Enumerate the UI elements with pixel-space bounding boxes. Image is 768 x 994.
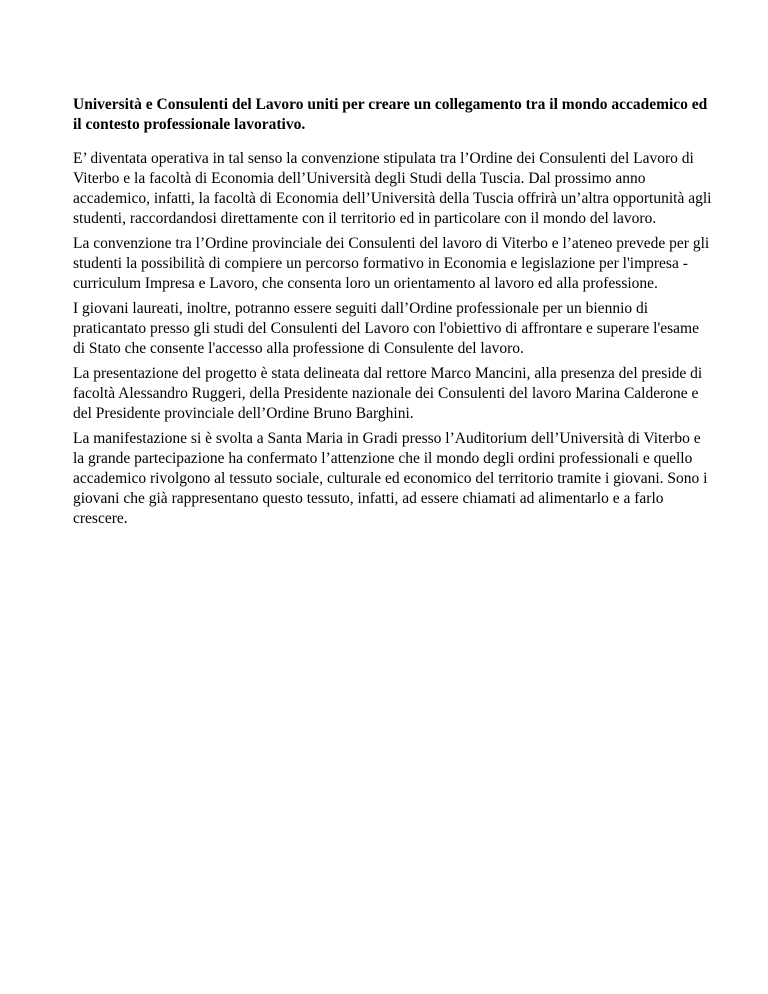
paragraph-5: La manifestazione si è svolta a Santa Maria in Gradi presso l’Auditorium dell’Università di Viterbo e la grande partecipazione ha confermato l’attenzione che il mondo degli ordini professionali e quello accademico rivolgono al tessuto sociale, culturale ed economico del territorio tramite i giovani. Sono i giovani che già rappresentano questo tessuto, infatti, ad essere chiamati ad alimentarlo e a farlo crescere. (73, 430, 708, 527)
paragraph-2: La convenzione tra l’Ordine provinciale dei Consulenti del lavoro di Viterbo e l’ateneo prevede per gli studenti la possibilità di compiere un percorso formativo in Economia e legislazione per l'impresa - curriculum Impresa e Lavoro, che consenta loro un orientamento al lavoro ed alla professione. (73, 235, 710, 292)
document-body (73, 95, 713, 534)
paragraph-1: E’ diventata operativa in tal senso la convenzione stipulata tra l’Ordine dei Consulenti del Lavoro di Viterbo e la facoltà di Economia dell’Università degli Studi della Tuscia. Dal prossimo anno accademico, infatti, la facoltà di Economia dell’Università della Tuscia offrirà un’altra opportunità agli studenti, raccordandosi direttamente con il territorio ed in particolare con il mondo del lavoro. (73, 150, 712, 227)
paragraph-4: La presentazione del progetto è stata delineata dal rettore Marco Mancini, alla presenza del preside di facoltà Alessandro Ruggeri, della Presidente nazionale dei Consulenti del lavoro Marina Calderone e del Presidente provinciale dell’Ordine Bruno Barghini. (73, 365, 703, 422)
document-title: Università e Consulenti del Lavoro uniti per creare un collegamento tra il mondo accademico ed il contesto professionale lavorativo. (73, 96, 708, 133)
paragraph-3: I giovani laureati, inoltre, potranno essere seguiti dall’Ordine professionale per un biennio di praticantato presso gli studi del Consulenti del Lavoro con l'obiettivo di affrontare e superare l'esame di Stato che consente l'accesso alla professione di Consulente del lavoro. (73, 300, 699, 357)
